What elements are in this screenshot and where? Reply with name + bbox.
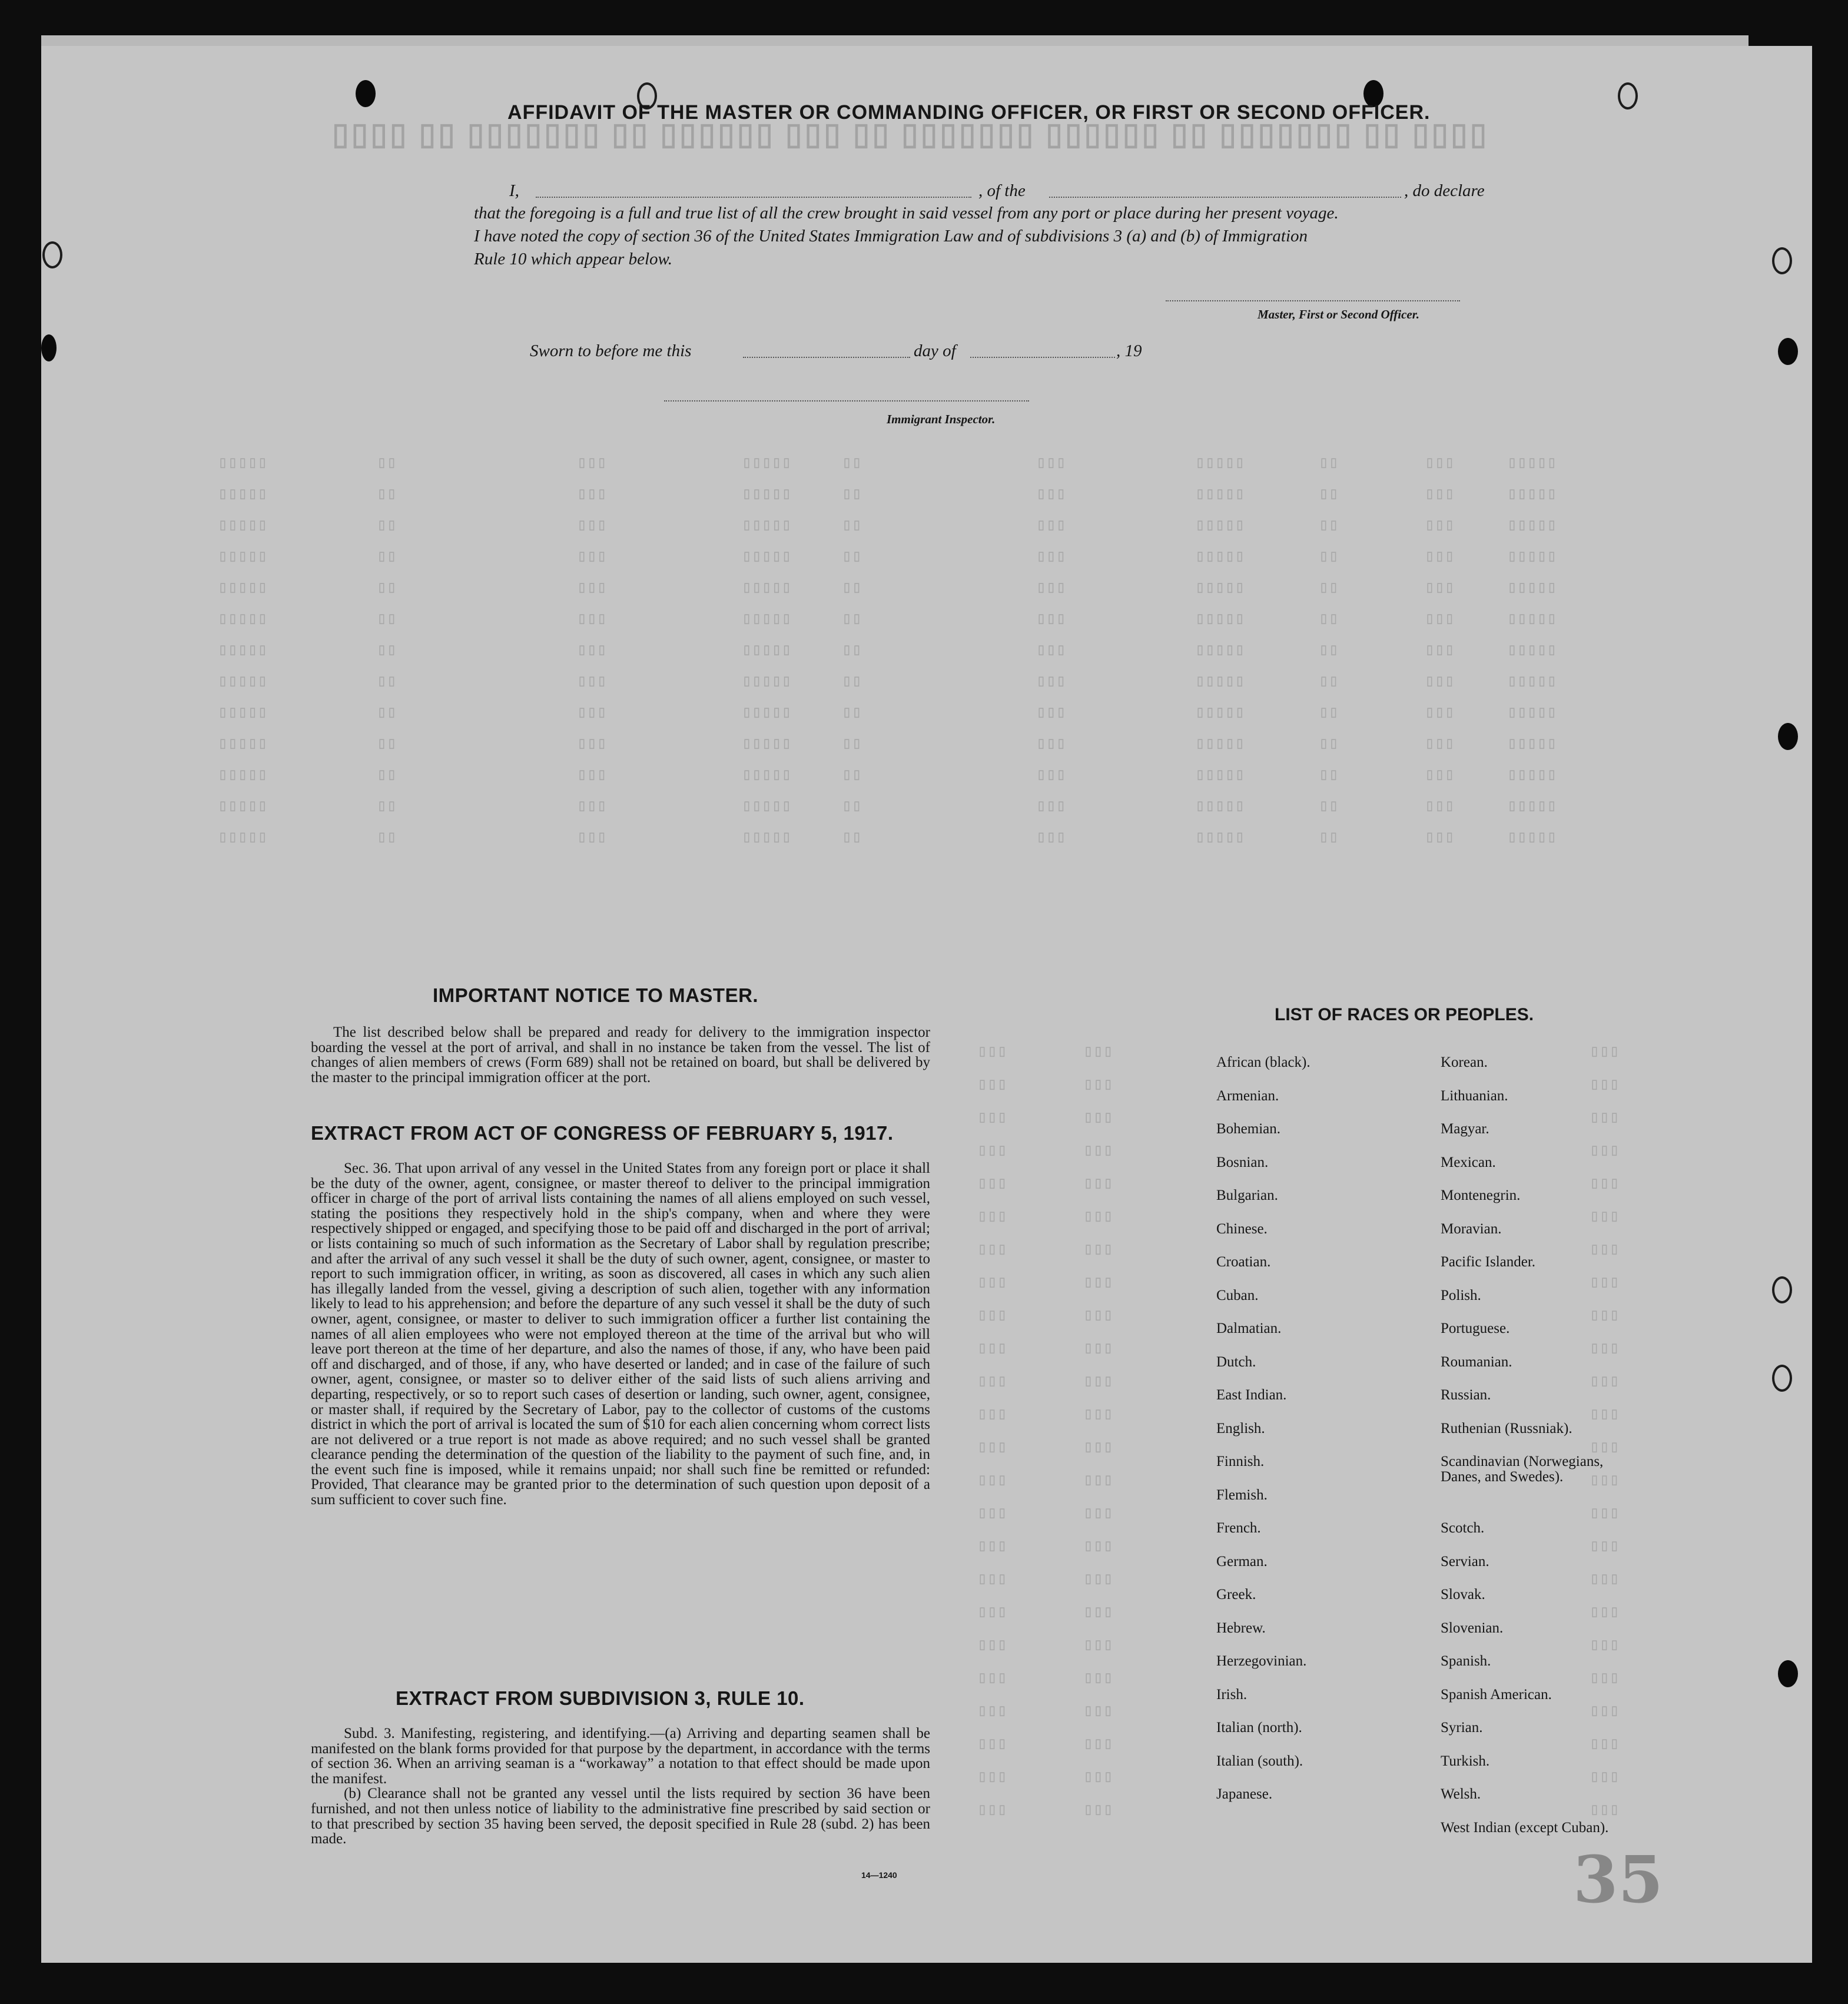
bleed-through-mark: ▯▯▯▯▯ xyxy=(218,642,268,660)
race-item: East Indian. xyxy=(1216,1387,1287,1403)
affidavit-line3: I have noted the copy of section 36 of the United States Immigration Law and of subdivisions 3 (a) and (b) of Immigration xyxy=(474,227,1308,245)
bleed-through-mark: ▯▯▯▯▯ xyxy=(218,798,268,816)
bleed-through-mark: ▯▯▯ xyxy=(1425,454,1455,473)
bleed-through-mark: ▯▯▯▯▯ xyxy=(742,829,792,847)
master-caption: Master, First or Second Officer. xyxy=(1258,307,1419,321)
bleed-through-mark: ▯▯ xyxy=(1319,548,1339,566)
bleed-through-mark: ▯▯ xyxy=(377,579,397,598)
bleed-through-mark: ▯▯▯ xyxy=(1083,1307,1113,1325)
bleed-through-mark: ▯▯▯▯▯ xyxy=(1195,829,1245,847)
bleed-through-mark: ▯▯ xyxy=(1319,767,1339,785)
rule-paragraph-b: (b) Clearance shall not be granted any vessel until the lists required by section 36 have been furnished, and not then unless notice of liability to the administrative fine prescribed by said section or to that prescribed by section 35 having been served, the deposit specified in Rule 28 (subd. 2) has been made. xyxy=(311,1786,930,1847)
bleed-through-mark: ▯▯▯▯▯ xyxy=(1195,548,1245,566)
bleed-through-mark: ▯▯▯ xyxy=(977,1373,1007,1391)
race-item: Cuban. xyxy=(1216,1287,1259,1303)
bleed-through-mark: ▯▯▯ xyxy=(1083,1538,1113,1556)
rule-title: EXTRACT FROM SUBDIVISION 3, RULE 10. xyxy=(396,1687,805,1709)
bleed-through-mark: ▯▯▯ xyxy=(1083,1703,1113,1721)
punch-hole xyxy=(1778,723,1798,750)
bleed-through-mark: ▯▯▯ xyxy=(1590,1373,1620,1391)
bleed-through-mark: ▯▯▯ xyxy=(1590,1538,1620,1556)
act-body xyxy=(311,1161,930,1508)
bleed-through-mark: ▯▯▯ xyxy=(1425,611,1455,629)
bleed-through-mark: ▯▯▯ xyxy=(977,1769,1007,1787)
race-item: West Indian (except Cuban). xyxy=(1441,1819,1609,1836)
bleed-through-mark: ▯▯▯ xyxy=(977,1307,1007,1325)
vessel-blank xyxy=(1049,197,1401,198)
notice-body xyxy=(311,1025,930,1085)
bleed-through-mark: ▯▯▯ xyxy=(977,1538,1007,1556)
bleed-through-mark: ▯▯▯ xyxy=(1083,1604,1113,1622)
bleed-through-mark: ▯▯▯ xyxy=(977,1472,1007,1490)
bleed-through-mark: ▯▯▯▯▯ xyxy=(1195,673,1245,691)
bleed-through-mark: ▯▯▯▯▯ xyxy=(1195,767,1245,785)
affidavit-title: AFFIDAVIT OF THE MASTER OR COMMANDING OFFICER, OR FIRST OR SECOND OFFICER. xyxy=(507,101,1431,124)
bleed-through-mark: ▯▯▯ xyxy=(1083,1373,1113,1391)
bleed-through-mark: ▯▯ xyxy=(377,517,397,535)
race-item: Italian (south). xyxy=(1216,1753,1303,1769)
punch-hole xyxy=(1778,338,1798,365)
race-item: Greek. xyxy=(1216,1587,1256,1602)
punch-hole xyxy=(1778,1660,1798,1687)
race-item: Irish. xyxy=(1216,1686,1248,1703)
bleed-through-mark: ▯▯▯▯▯ xyxy=(1195,486,1245,504)
bleed-through-mark: ▯▯▯ xyxy=(977,1801,1007,1820)
bleed-through-mark: ▯▯▯ xyxy=(977,1274,1007,1292)
bleed-through-mark: ▯▯ xyxy=(842,454,862,473)
bleed-through-mark: ▯▯ xyxy=(377,829,397,847)
bleed-through-mark: ▯▯▯▯▯ xyxy=(1195,517,1245,535)
bleed-through-mark: ▯▯▯▯▯ xyxy=(742,454,792,473)
bleed-through-mark: ▯▯▯ xyxy=(1425,798,1455,816)
bleed-through-mark: ▯▯▯▯▯ xyxy=(1507,548,1557,566)
bleed-through-mark: ▯▯▯ xyxy=(1590,1043,1620,1061)
bleed-through-mark: ▯▯▯ xyxy=(577,579,607,598)
bleed-through-mark: ▯▯ xyxy=(377,454,397,473)
rule-body xyxy=(311,1726,930,1847)
bleed-through-mark: ▯▯▯ xyxy=(1083,1406,1113,1424)
bleed-through-mark: ▯▯▯ xyxy=(1590,1142,1620,1160)
bleed-through-mark: ▯▯ xyxy=(377,642,397,660)
bleed-through-mark: ▯▯ xyxy=(842,829,862,847)
bleed-through-mark: ▯▯▯ xyxy=(1590,1406,1620,1424)
bleed-through-mark: ▯▯ xyxy=(842,611,862,629)
bleed-through-mark: ▯▯▯ xyxy=(577,735,607,754)
bleed-through-mark: ▯▯▯ xyxy=(577,767,607,785)
bleed-through-mark: ▯▯▯ xyxy=(1083,1505,1113,1523)
bleed-through-mark: ▯▯▯ xyxy=(1036,517,1066,535)
races-title: LIST OF RACES OR PEOPLES. xyxy=(1275,1005,1534,1024)
bleed-through-mark: ▯▯▯▯▯ xyxy=(218,517,268,535)
race-item: Portuguese. xyxy=(1441,1320,1510,1336)
race-item: Bohemian. xyxy=(1216,1121,1281,1137)
race-item: Flemish. xyxy=(1216,1487,1268,1503)
bleed-through-mark: ▯▯▯▯▯ xyxy=(1195,735,1245,754)
bleed-through-mark: ▯▯ xyxy=(1319,735,1339,754)
bleed-through-mark: ▯▯▯ xyxy=(977,1175,1007,1193)
bleed-through-mark: ▯▯ xyxy=(377,548,397,566)
bleed-through-mark: ▯▯▯ xyxy=(1083,1736,1113,1754)
bleed-through-mark: ▯▯▯▯▯ xyxy=(218,735,268,754)
bleed-through-mark: ▯▯▯ xyxy=(1036,767,1066,785)
bleed-through-mark: ▯▯▯ xyxy=(977,1670,1007,1688)
bleed-through-mark: ▯▯▯ xyxy=(1590,1175,1620,1193)
bleed-through-mark: ▯▯▯ xyxy=(577,454,607,473)
bleed-through-mark: ▯▯ xyxy=(842,673,862,691)
bleed-through-mark: ▯▯▯▯▯ xyxy=(1195,454,1245,473)
punch-ring xyxy=(1618,82,1638,110)
bleed-through-mark: ▯▯ xyxy=(1319,486,1339,504)
affidavit-line1-end: , do declare xyxy=(1404,181,1485,200)
bleed-through-mark: ▯▯▯ xyxy=(1425,704,1455,722)
race-item: Ruthenian (Russniak). xyxy=(1441,1420,1572,1436)
punch-ring xyxy=(1772,1276,1792,1303)
bleed-through-mark: ▯▯▯ xyxy=(1590,1340,1620,1358)
punch-ring xyxy=(42,241,62,268)
bleed-through-mark: ▯▯▯ xyxy=(1590,1307,1620,1325)
affidavit-line1-mid: , of the xyxy=(978,181,1026,200)
bleed-through-mark: ▯▯▯ xyxy=(577,611,607,629)
race-item: French. xyxy=(1216,1520,1261,1536)
bleed-through-mark: ▯▯▯ xyxy=(1590,1604,1620,1622)
race-item: German. xyxy=(1216,1553,1268,1570)
bleed-through-mark: ▯▯▯ xyxy=(1590,1736,1620,1754)
race-item: Korean. xyxy=(1441,1054,1488,1070)
bleed-through-mark: ▯▯▯ xyxy=(1083,1076,1113,1094)
bleed-through-mark: ▯▯▯▯▯ xyxy=(742,798,792,816)
bleed-through-mark: ▯▯ xyxy=(842,735,862,754)
bleed-through-mark: ▯▯ xyxy=(842,579,862,598)
bleed-through-mark: ▯▯▯▯▯ xyxy=(218,829,268,847)
bleed-through-mark: ▯▯▯▯▯ xyxy=(218,611,268,629)
bleed-through-mark: ▯▯▯▯▯ xyxy=(742,704,792,722)
affidavit-line2: that the foregoing is a full and true list of all the crew brought in said vessel from any port or place during her present voyage. xyxy=(474,204,1339,223)
bleed-through-mark: ▯▯▯ xyxy=(1425,735,1455,754)
bleed-through-mark: ▯▯▯ xyxy=(1590,1274,1620,1292)
bleed-through-mark: ▯▯ xyxy=(377,673,397,691)
sworn-year: , 19 xyxy=(1116,341,1142,360)
bleed-through-mark: ▯▯▯▯▯ xyxy=(218,767,268,785)
race-item: Dutch. xyxy=(1216,1353,1256,1370)
race-item: Slovak. xyxy=(1441,1587,1485,1602)
bleed-through-mark: ▯▯▯ xyxy=(577,798,607,816)
bleed-through-mark: ▯▯▯ xyxy=(977,1043,1007,1061)
bleed-through-mark: ▯▯▯ xyxy=(1425,579,1455,598)
bleed-through-mark: ▯▯▯ xyxy=(1425,486,1455,504)
bleed-through-mark: ▯▯▯ xyxy=(1425,517,1455,535)
race-item: Servian. xyxy=(1441,1553,1489,1570)
bleed-through-mark: ▯▯▯ xyxy=(1083,1340,1113,1358)
bleed-through-mark: ▯▯▯▯▯ xyxy=(218,704,268,722)
bleed-through-mark: ▯▯▯ xyxy=(1083,1571,1113,1589)
bleed-through-mark: ▯▯▯▯▯ xyxy=(218,673,268,691)
bleed-through-mark: ▯▯▯▯▯ xyxy=(1195,798,1245,816)
bleed-through-mark: ▯▯▯▯▯ xyxy=(1507,735,1557,754)
act-paragraph: Sec. 36. That upon arrival of any vessel in the United States from any foreign port or place it shall be the duty of the owner, agent, consignee, or master thereof to deliver to the principal immigration officer in charge of the port of arrival lists containing the names of all aliens employed on such vessel, stating the positions they respectively hold in the ship's company, when and where they were respectively shipped or engaged, and specifying those to be paid off and discharged in the port of arrival; or lists containing so much of such information as the Secretary of Labor shall by regulation prescribe; and after the arrival of any such vessel it shall be the duty of such owner, agent, consignee, or master to report to such immigration officer, in writing, as soon as discovered, all cases in which any such alien has illegally landed from the vessel, giving a description of such alien, together with any information likely to lead to his apprehension; and before the departure of any such vessel it shall be the duty of such owner, agent, consignee, or master to deliver to such immigration officer a further list containing the names of all alien employees who were not employed thereon at the time of the arrival but who will leave port thereon at the time of her departure, and also the names of those, if any, who have been paid off and discharged, and of those, if any, who have deserted or landed; and in case of the failure of such owner, agent, consignee, or master so to deliver either of the said lists of such aliens arriving and departing, respectively, or so to report such cases of desertion or landing, such owner, agent, consignee, or master shall, if required by the Secretary of Labor, pay to the collector of customs of the customs district in which the port of arrival is located the sum of $10 for each alien concerning whom correct lists are not delivered or a true report is not made as above required; and no such vessel shall be granted clearance pending the determination of the question of the liability to the payment of such fine, and, in the event such fine is imposed, while it remains unpaid; nor shall such fine be remitted or refunded: Provided, That clearance may be granted prior to the determination of such question upon deposit of a sum sufficient to cover such fine. xyxy=(311,1160,930,1508)
bleed-through-mark: ▯▯▯ xyxy=(977,1109,1007,1127)
bleed-through-mark: ▯▯▯ xyxy=(1590,1505,1620,1523)
affidavit-line1-start: I, xyxy=(509,181,519,200)
race-item: Roumanian. xyxy=(1441,1353,1512,1370)
bleed-through-mark: ▯▯▯ xyxy=(1590,1571,1620,1589)
bleed-through-mark: ▯▯▯ xyxy=(1036,454,1066,473)
bleed-through-mark: ▯▯▯ xyxy=(1590,1109,1620,1127)
bleed-through-mark: ▯▯▯ xyxy=(577,486,607,504)
bleed-through-mark: ▯▯ xyxy=(1319,517,1339,535)
bleed-through-mark: ▯▯▯ xyxy=(1036,798,1066,816)
bleed-through-mark: ▯▯ xyxy=(377,486,397,504)
bleed-through-mark: ▯▯ xyxy=(377,611,397,629)
handwritten-mark: 35 xyxy=(1573,1842,1664,1917)
bleed-through-mark: ▯▯▯▯▯ xyxy=(218,548,268,566)
bleed-through-mark: ▯▯ xyxy=(1319,673,1339,691)
race-item: Montenegrin. xyxy=(1441,1187,1521,1203)
bleed-through-mark: ▯▯▯ xyxy=(1590,1472,1620,1490)
bleed-through-mark: ▯▯▯ xyxy=(1083,1274,1113,1292)
bleed-through-mark: ▯▯▯ xyxy=(1083,1175,1113,1193)
bleed-through-mark: ▯▯▯ xyxy=(1590,1801,1620,1820)
bleed-through-mark: ▯▯▯▯▯ xyxy=(1507,798,1557,816)
bleed-through-mark: ▯▯ xyxy=(842,767,862,785)
bleed-through-mark: ▯▯ xyxy=(842,548,862,566)
bleed-through-mark: ▯▯▯ xyxy=(577,517,607,535)
bleed-through-mark: ▯▯▯ xyxy=(977,1340,1007,1358)
race-item: Danes, and Swedes). xyxy=(1441,1469,1564,1485)
affidavit-line4: Rule 10 which appear below. xyxy=(474,250,672,268)
notice-title: IMPORTANT NOTICE TO MASTER. xyxy=(433,984,759,1006)
race-item: Spanish. xyxy=(1441,1653,1491,1669)
bleed-through-mark: ▯▯▯▯▯ xyxy=(1507,704,1557,722)
bleed-through-mark: ▯▯▯ xyxy=(1590,1241,1620,1259)
bleed-through-mark: ▯▯▯▯▯ xyxy=(1195,579,1245,598)
bleed-through-mark: ▯▯ xyxy=(842,642,862,660)
bleed-through-mark: ▯▯▯ xyxy=(1590,1208,1620,1226)
race-item: Polish. xyxy=(1441,1287,1481,1303)
race-item: Japanese. xyxy=(1216,1786,1273,1802)
bleed-through-mark: ▯▯ xyxy=(377,735,397,754)
bleed-through-mark: ▯▯▯▯▯ xyxy=(1195,611,1245,629)
bleed-through-mark: ▯▯▯ xyxy=(977,1076,1007,1094)
punch-hole xyxy=(356,80,376,107)
race-item: Italian (north). xyxy=(1216,1720,1302,1736)
race-item: Croatian. xyxy=(1216,1254,1271,1270)
bleed-through-mark: ▯▯▯ xyxy=(977,1406,1007,1424)
bleed-through-mark: ▯▯▯▯▯ xyxy=(1195,704,1245,722)
bleed-through-mark: ▯▯▯ xyxy=(1083,1769,1113,1787)
bleed-through-mark: ▯▯ xyxy=(842,798,862,816)
bleed-through-mark: ▯▯ xyxy=(377,767,397,785)
rule-paragraph-a: Subd. 3. Manifesting, registering, and identifying.—(a) Arriving and departing seamen shall be manifested on the blank forms provided for that purpose by the department, in accordance with the terms of section 36. When an arriving seaman is a “workaway” a notation to that effect should be made upon the manifest. xyxy=(311,1726,930,1787)
bleed-through-mark: ▯▯ xyxy=(1319,454,1339,473)
bleed-through-mark: ▯▯▯ xyxy=(1590,1637,1620,1655)
race-item: Mexican. xyxy=(1441,1154,1496,1170)
bleed-through-mark: ▯▯▯▯▯ xyxy=(742,673,792,691)
bleed-through-mark: ▯▯ xyxy=(842,517,862,535)
bleed-through-mark: ▯▯▯▯▯ xyxy=(1507,673,1557,691)
inspector-caption: Immigrant Inspector. xyxy=(887,412,996,426)
race-item: Scotch. xyxy=(1441,1520,1485,1536)
bleed-through-mark: ▯▯▯ xyxy=(1036,735,1066,754)
bleed-through-mark: ▯▯▯ xyxy=(1036,673,1066,691)
punch-ring xyxy=(1772,247,1792,274)
race-item: Pacific Islander. xyxy=(1441,1254,1536,1270)
bleed-through-mark: ▯▯▯ xyxy=(977,1703,1007,1721)
bleed-through-mark: ▯▯▯▯▯ xyxy=(742,611,792,629)
bleed-through-mark: ▯▯ xyxy=(1319,798,1339,816)
bleed-through-mark: ▯▯▯▯▯ xyxy=(1507,642,1557,660)
bleed-through-mark: ▯▯▯ xyxy=(577,548,607,566)
bleed-through-mark: ▯▯ xyxy=(377,798,397,816)
bleed-through-mark: ▯▯▯ xyxy=(1425,642,1455,660)
bleed-through-mark: ▯▯▯▯▯ xyxy=(218,454,268,473)
document-page xyxy=(41,46,1812,1963)
bleed-through-mark: ▯▯▯▯▯ xyxy=(1507,454,1557,473)
master-signature-line xyxy=(1166,300,1460,301)
race-item: English. xyxy=(1216,1420,1265,1436)
bleed-through-mark: ▯▯▯ xyxy=(1590,1703,1620,1721)
bleed-through-mark: ▯▯▯▯▯ xyxy=(218,579,268,598)
race-item: Finnish. xyxy=(1216,1454,1265,1469)
punch-ring xyxy=(1772,1365,1792,1392)
race-item: Turkish. xyxy=(1441,1753,1490,1769)
bleed-through-mark: ▯▯▯ xyxy=(1036,642,1066,660)
race-item: Armenian. xyxy=(1216,1087,1279,1104)
bleed-through-mark: ▯▯▯ xyxy=(1425,767,1455,785)
bleed-through-mark: ▯▯▯ xyxy=(1083,1439,1113,1457)
bleed-through-mark: ▯▯▯▯▯ xyxy=(1195,642,1245,660)
bleed-through-mark: ▯▯▯▯▯ xyxy=(1507,611,1557,629)
bleed-through-mark: ▯▯▯ xyxy=(1425,673,1455,691)
sworn-text: Sworn to before me this xyxy=(530,341,692,360)
bleed-through-mark: ▯▯▯▯▯ xyxy=(218,486,268,504)
bleed-through-mark: ▯▯▯ xyxy=(1036,829,1066,847)
bleed-through-mark: ▯▯▯ xyxy=(1425,548,1455,566)
bleed-through-mark: ▯▯▯ xyxy=(1083,1043,1113,1061)
bleed-through-mark: ▯▯▯ xyxy=(1083,1637,1113,1655)
name-blank xyxy=(536,197,971,198)
bleed-through-mark: ▯▯▯ xyxy=(577,829,607,847)
bleed-through-mark: ▯▯▯ xyxy=(977,1637,1007,1655)
race-item: Hebrew. xyxy=(1216,1620,1266,1636)
month-blank xyxy=(970,357,1115,358)
bleed-through-mark: ▯▯ xyxy=(1319,611,1339,629)
bleed-through-mark: ▯▯▯ xyxy=(1083,1142,1113,1160)
race-item: Herzegovinian. xyxy=(1216,1653,1307,1669)
bleed-through-mark: ▯▯▯▯▯ xyxy=(742,642,792,660)
bleed-through-mark: ▯▯ xyxy=(1319,579,1339,598)
bleed-through-mark: ▯▯▯ xyxy=(977,1736,1007,1754)
bleed-through-mark: ▯▯ xyxy=(842,704,862,722)
day-blank xyxy=(743,357,910,358)
bleed-through-heading: ▯▯▯▯ ▯▯ ▯▯▯▯▯▯▯ ▯▯ ▯▯▯▯▯▯ ▯▯▯▯▯▯▯ ▯▯ ▯▯▯ ▯▯▯▯▯▯ ▯▯ ▯▯▯▯▯▯▯ ▯▯ ▯▯▯▯ xyxy=(330,118,1487,151)
bleed-through-mark: ▯▯▯▯▯ xyxy=(742,517,792,535)
notice-paragraph: The list described below shall be prepared and ready for delivery to the immigration inspector boarding the vessel at the port of arrival, and shall in no instance be taken from the vessel. The list of changes of alien members of crews (Form 689) shall not be retained on board, but shall be delivered by the master to the principal immigration officer at the port. xyxy=(311,1024,930,1086)
bleed-through-mark: ▯▯▯ xyxy=(1083,1241,1113,1259)
bleed-through-mark: ▯▯▯▯▯ xyxy=(1507,767,1557,785)
bleed-through-mark: ▯▯ xyxy=(1319,829,1339,847)
race-item: Spanish American. xyxy=(1441,1686,1552,1703)
bleed-through-mark: ▯▯▯▯▯ xyxy=(742,579,792,598)
race-item: Bulgarian. xyxy=(1216,1187,1278,1203)
race-item: African (black). xyxy=(1216,1054,1310,1070)
bleed-through-mark: ▯▯▯▯▯ xyxy=(742,548,792,566)
bleed-through-mark: ▯▯▯ xyxy=(1425,829,1455,847)
race-item: Russian. xyxy=(1441,1387,1491,1403)
bleed-through-mark: ▯▯▯ xyxy=(1083,1109,1113,1127)
race-item: Syrian. xyxy=(1441,1720,1483,1736)
bleed-through-mark: ▯▯▯▯▯ xyxy=(1507,517,1557,535)
bleed-through-mark: ▯▯▯▯▯ xyxy=(1507,579,1557,598)
bleed-through-mark: ▯▯▯ xyxy=(1036,579,1066,598)
bleed-through-mark: ▯▯▯ xyxy=(977,1142,1007,1160)
race-item: Lithuanian. xyxy=(1441,1087,1508,1104)
bleed-through-mark: ▯▯▯ xyxy=(1083,1670,1113,1688)
bleed-through-mark: ▯▯▯ xyxy=(1590,1076,1620,1094)
act-title: EXTRACT FROM ACT OF CONGRESS OF FEBRUARY 5, 1917. xyxy=(311,1122,894,1144)
bleed-through-mark: ▯▯▯ xyxy=(577,673,607,691)
bleed-through-mark: ▯▯▯ xyxy=(1083,1208,1113,1226)
bleed-through-mark: ▯▯▯ xyxy=(977,1604,1007,1622)
bleed-through-mark: ▯▯ xyxy=(377,704,397,722)
bleed-through-mark: ▯▯▯ xyxy=(1083,1472,1113,1490)
race-item: Welsh. xyxy=(1441,1786,1481,1802)
bleed-through-mark: ▯▯ xyxy=(1319,704,1339,722)
bleed-through-mark: ▯▯▯ xyxy=(977,1571,1007,1589)
bleed-through-mark: ▯▯▯▯▯ xyxy=(742,735,792,754)
bleed-through-mark: ▯▯▯ xyxy=(1036,486,1066,504)
bleed-through-mark: ▯▯▯ xyxy=(1036,548,1066,566)
sworn-day-of: day of xyxy=(914,341,956,360)
bleed-through-mark: ▯▯▯ xyxy=(1036,611,1066,629)
bleed-through-mark: ▯▯▯ xyxy=(577,642,607,660)
bleed-through-mark: ▯▯▯ xyxy=(577,704,607,722)
bleed-through-mark: ▯▯▯ xyxy=(977,1208,1007,1226)
bleed-through-mark: ▯▯ xyxy=(842,486,862,504)
bleed-through-mark: ▯▯▯▯▯ xyxy=(1507,829,1557,847)
race-item: Moravian. xyxy=(1441,1220,1502,1237)
bleed-through-mark: ▯▯▯ xyxy=(977,1505,1007,1523)
inspector-signature-line xyxy=(664,400,1029,402)
bleed-through-mark: ▯▯▯▯▯ xyxy=(742,767,792,785)
race-item: Dalmatian. xyxy=(1216,1320,1282,1336)
bleed-through-mark: ▯▯▯ xyxy=(1590,1439,1620,1457)
race-item: Chinese. xyxy=(1216,1220,1268,1237)
bleed-through-mark: ▯▯ xyxy=(1319,642,1339,660)
bleed-through-mark: ▯▯▯ xyxy=(1590,1670,1620,1688)
bleed-through-mark: ▯▯▯ xyxy=(977,1439,1007,1457)
bleed-through-mark: ▯▯▯▯▯ xyxy=(1507,486,1557,504)
bleed-through-mark: ▯▯▯ xyxy=(1590,1769,1620,1787)
form-number: 14—1240 xyxy=(861,1870,897,1880)
race-item: Scandinavian (Norwegians, xyxy=(1441,1454,1604,1469)
race-item: Slovenian. xyxy=(1441,1620,1504,1636)
bleed-through-mark: ▯▯▯ xyxy=(1083,1801,1113,1820)
bleed-through-mark: ▯▯▯ xyxy=(1036,704,1066,722)
punch-hole xyxy=(41,334,57,361)
race-item: Bosnian. xyxy=(1216,1154,1269,1170)
bleed-through-mark: ▯▯▯▯▯ xyxy=(742,486,792,504)
bleed-through-mark: ▯▯▯ xyxy=(977,1241,1007,1259)
race-item: Magyar. xyxy=(1441,1121,1489,1137)
